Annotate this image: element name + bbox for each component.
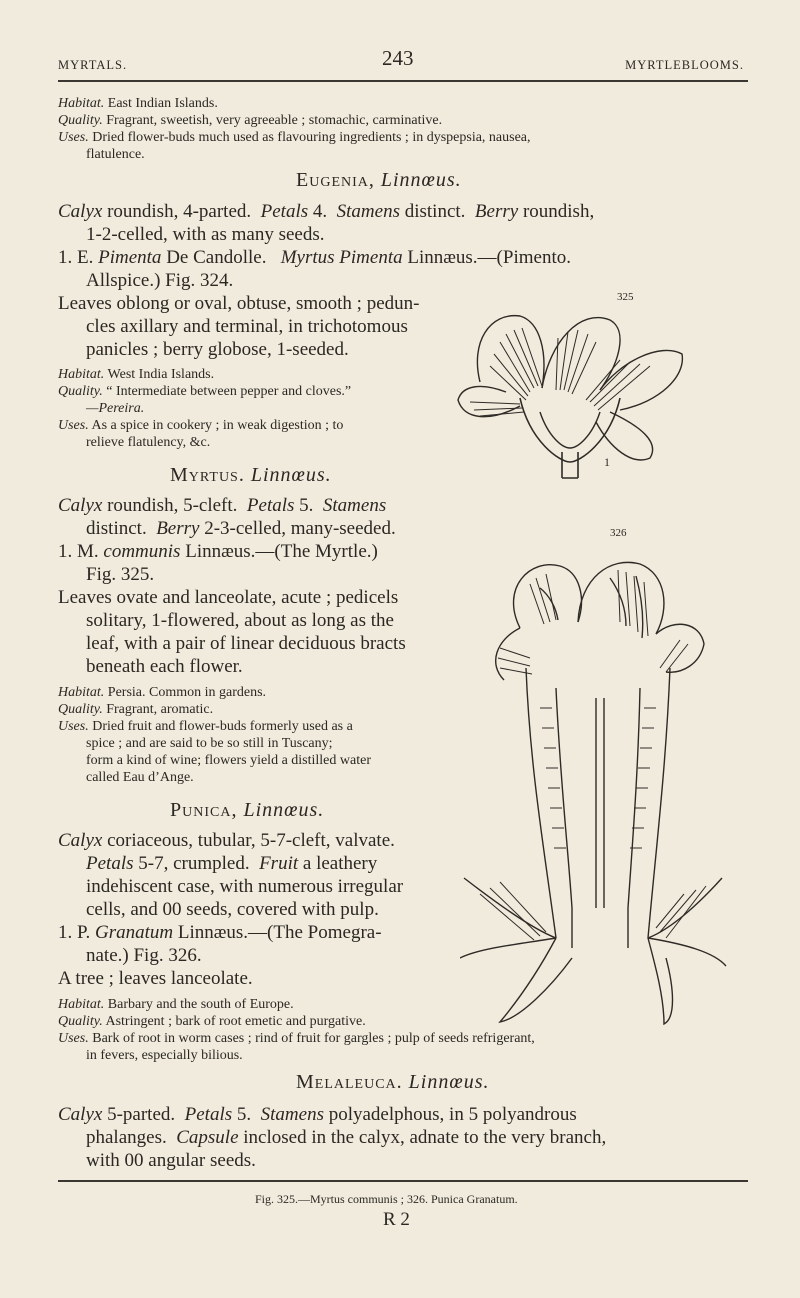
punica-habitat: Habitat. Barbary and the south of Europe. bbox=[58, 997, 294, 1012]
genus-heading-punica: Punica, Linnœus. bbox=[170, 799, 325, 821]
myrtus-uses-cont-3: called Eau d’Ange. bbox=[86, 770, 194, 785]
eugenia-prev-uses-cont: flatulence. bbox=[86, 147, 145, 162]
punica-species-cont: nate.) Fig. 326. bbox=[86, 945, 202, 966]
punica-desc-3: A tree ; leaves lanceolate. bbox=[58, 968, 253, 989]
punica-species: 1. P. Granatum Linnæus.—(The Pomegra- bbox=[58, 922, 382, 943]
eugenia-habitat: Habitat. West India Islands. bbox=[58, 367, 215, 382]
eugenia-desc-2: cles axillary and terminal, in trichotomous bbox=[86, 316, 408, 337]
melaleuca-character-cont-2: with 00 angular seeds. bbox=[86, 1150, 256, 1171]
eugenia-prev-quality: Quality. Fragrant, sweetish, very agreeable ; stomachic, carminative. bbox=[58, 113, 443, 128]
punica-quality: Quality. Astringent ; bark of root emetic and purgative. bbox=[58, 1014, 366, 1029]
myrtus-uses: Uses. Dried fruit and flower-buds formerly used as a bbox=[58, 719, 353, 734]
eugenia-quality: Quality. “ Intermediate between pepper and cloves.” bbox=[58, 384, 352, 399]
punica-character-cont: Petals 5-7, crumpled. Fruit a leathery bbox=[86, 853, 378, 874]
myrtus-desc-4: beneath each flower. bbox=[86, 656, 243, 677]
signature-mark: R 2 bbox=[383, 1209, 410, 1230]
eugenia-desc-1: Leaves oblong or oval, obtuse, smooth ; pedun- bbox=[58, 293, 420, 314]
myrtus-quality: Quality. Fragrant, aromatic. bbox=[58, 702, 214, 717]
myrtus-fig-ref: Fig. 325. bbox=[86, 564, 155, 585]
footer-rule bbox=[58, 1180, 748, 1182]
eugenia-uses-cont: relieve flatulency, &c. bbox=[86, 435, 211, 450]
myrtus-character-cont: distinct. Berry 2-3-celled, many-seeded. bbox=[86, 518, 396, 539]
eugenia-common-name: Allspice.) Fig. 324. bbox=[86, 270, 234, 291]
page-number: 243 bbox=[382, 46, 414, 70]
figure-caption: Fig. 325.—Myrtus communis ; 326. Punica Granatum. bbox=[255, 1192, 518, 1206]
punica-desc-2: cells, and 00 seeds, covered with pulp. bbox=[86, 899, 379, 920]
myrtus-desc-2: solitary, 1-flowered, about as long as the bbox=[86, 610, 394, 631]
pomegranate-flower-illustration bbox=[460, 548, 730, 1032]
fig325-number: 325 bbox=[617, 291, 634, 303]
eugenia-quality-cite: —Pereira. bbox=[86, 401, 145, 416]
eugenia-desc-3: panicles ; berry globose, 1-seeded. bbox=[86, 339, 349, 360]
punica-desc-1: indehiscent case, with numerous irregular bbox=[86, 876, 404, 897]
genus-heading-myrtus: Myrtus. Linnœus. bbox=[170, 464, 332, 486]
myrtus-desc-3: leaf, with a pair of linear deciduous bracts bbox=[86, 633, 406, 654]
myrtus-habitat: Habitat. Persia. Common in gardens. bbox=[58, 685, 267, 700]
eugenia-prev-habitat: Habitat. East Indian Islands. bbox=[58, 96, 218, 111]
myrtus-character: Calyx roundish, 5-cleft. Petals 5. Stamens bbox=[58, 495, 387, 516]
punica-uses-cont: in fevers, especially bilious. bbox=[86, 1048, 243, 1063]
eugenia-uses: Uses. As a spice in cookery ; in weak digestion ; to bbox=[58, 418, 344, 433]
punica-uses: Uses. Bark of root in worm cases ; rind of fruit for gargles ; pulp of seeds refrigerant, bbox=[58, 1031, 535, 1046]
fig326-number: 326 bbox=[610, 527, 627, 539]
genus-heading-eugenia: Eugenia, Linnœus. bbox=[296, 169, 462, 191]
myrtus-uses-cont-1: spice ; and are said to be so still in Tuscany; bbox=[86, 736, 333, 751]
running-head-right: MYRTLEBLOOMS. bbox=[625, 58, 744, 72]
eugenia-prev-uses: Uses. Dried flower-buds much used as flavouring ingredients ; in dyspepsia, nausea, bbox=[58, 130, 531, 145]
myrtus-uses-cont-2: form a kind of wine; flowers yield a distilled water bbox=[86, 753, 371, 768]
header-rule bbox=[58, 80, 748, 82]
eugenia-character: Calyx roundish, 4-parted. Petals 4. Stamens distinct. Berry roundish, bbox=[58, 201, 595, 222]
myrtus-desc-1: Leaves ovate and lanceolate, acute ; pedicels bbox=[58, 587, 399, 608]
eugenia-species: 1. E. Pimenta De Candolle. Myrtus Pimenta Linnæus.—(Pimento. bbox=[58, 247, 571, 268]
melaleuca-character-cont: phalanges. Capsule inclosed in the calyx, adnate to the very branch, bbox=[86, 1127, 607, 1148]
punica-character: Calyx coriaceous, tubular, 5-7-cleft, valvate. bbox=[58, 830, 395, 851]
myrtle-flower-illustration bbox=[450, 302, 690, 482]
eugenia-character-cont: 1-2-celled, with as many seeds. bbox=[86, 224, 325, 245]
melaleuca-character: Calyx 5-parted. Petals 5. Stamens polyadelphous, in 5 polyandrous bbox=[58, 1104, 577, 1125]
fig325-marker: 1 bbox=[604, 455, 610, 469]
running-head-left: MYRTALS. bbox=[58, 58, 128, 72]
myrtus-species: 1. M. communis Linnæus.—(The Myrtle.) bbox=[58, 541, 378, 562]
genus-heading-melaleuca: Melaleuca. Linnœus. bbox=[296, 1071, 490, 1093]
